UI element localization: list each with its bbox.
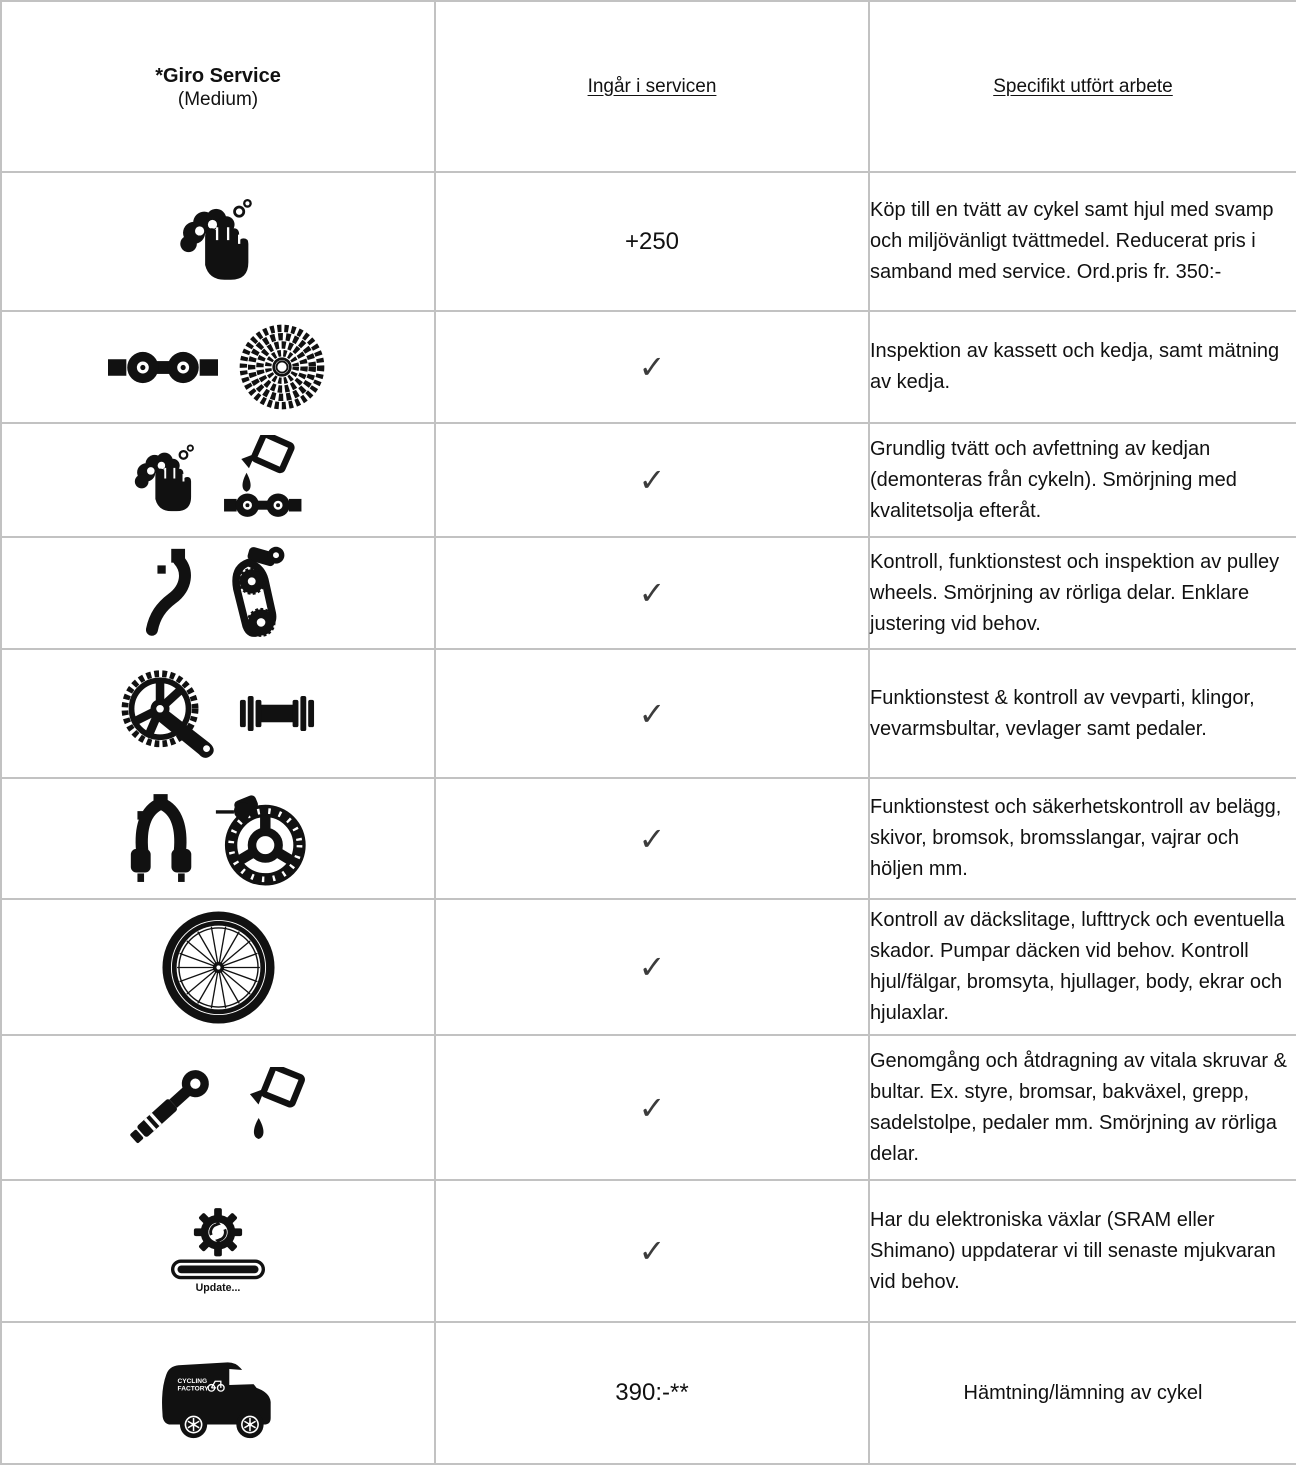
rear-derailleur-icon	[220, 544, 290, 642]
service-title: *Giro Service	[155, 64, 281, 87]
table-row	[1, 899, 1296, 1035]
checkmark: ✓	[638, 462, 666, 498]
bottom-bracket-icon	[238, 690, 316, 737]
table-row	[1, 172, 1296, 311]
table-row	[1, 423, 1296, 537]
delivery-van-icon	[152, 1338, 284, 1449]
checkmark: ✓	[638, 1089, 666, 1126]
checkmark: ✓	[638, 695, 666, 732]
work-description: Kontroll, funktionstest och inspektion av pulley wheels. Smörjning av rörliga delar. Enklare justering vid behov.	[870, 550, 1280, 635]
included-column-title: Ingår i servicen	[587, 75, 717, 97]
work-description: Köp till en tvätt av cykel samt hjul med svamp och miljövänligt tvättmedel. Reducerat pris i samband med service. Ord.pris fr. 350:-	[870, 199, 1274, 283]
work-description: Hämtning/lämning av cykel	[963, 1381, 1203, 1404]
crankset-icon	[120, 667, 220, 760]
checkmark: ✓	[638, 820, 666, 857]
wheel-icon	[162, 911, 275, 1024]
update-label: Update...	[195, 1281, 241, 1294]
checkmark: ✓	[638, 1233, 666, 1269]
price-value: 390:-**	[615, 1379, 689, 1406]
checkmark: ✓	[638, 575, 666, 611]
work-description: Inspektion av kassett och kedja, samt mätning av kedja.	[870, 340, 1280, 393]
checkmark: ✓	[638, 949, 666, 985]
price-value: +250	[624, 227, 680, 255]
work-description: Kontroll av däckslitage, lufttryck och eventuella skador. Pumpar däcken vid behov. Kontroll hjul/fälgar, bromsyta, hjullager, body, ekrar och hjulaxlar.	[870, 909, 1285, 1024]
header-row	[1, 1, 1296, 172]
table-row	[1, 537, 1296, 649]
van-logo-line2: FACTORY	[177, 1385, 209, 1393]
van-logo-line1: CYCLING	[177, 1377, 208, 1385]
chain-icon	[108, 340, 218, 395]
work-description: Grundlig tvätt och avfettning av kedjan (demonteras från cykeln). Smörjning med kvalitetsolja efteråt.	[870, 437, 1237, 522]
wash-icon	[128, 442, 204, 518]
table-row	[1, 1180, 1296, 1322]
table-row	[1, 311, 1296, 423]
oil-bottle-icon	[244, 1067, 308, 1149]
firmware-update-icon	[164, 1203, 272, 1300]
cassette-icon	[236, 321, 328, 413]
table-row	[1, 778, 1296, 899]
checkmark: ✓	[638, 349, 666, 385]
table-row	[1, 1035, 1296, 1180]
front-derailleur-icon	[146, 547, 202, 639]
chain-lube-icon	[222, 435, 308, 525]
disc-brake-icon	[214, 791, 309, 886]
work-description: Funktionstest & kontroll av vevparti, klingor, vevarmsbultar, vevlager samt pedaler.	[870, 686, 1255, 740]
service-subtitle: (Medium)	[177, 88, 259, 110]
torque-wrench-icon	[128, 1059, 226, 1157]
header-included	[435, 1, 869, 172]
work-column-title: Specifikt utfört arbete	[993, 75, 1173, 97]
bike-wash-icon	[172, 196, 264, 288]
header-service	[1, 1, 435, 172]
rim-brake-icon	[128, 792, 196, 885]
table-row	[1, 649, 1296, 778]
header-work	[869, 1, 1296, 172]
work-description: Funktionstest och säkerhetskontroll av belägg, skivor, bromsok, bromsslangar, vajrar och höljen mm.	[870, 796, 1282, 880]
work-description: Har du elektroniska växlar (SRAM eller Shimano) uppdaterar vi till senaste mjukvaran vid behov.	[870, 1208, 1276, 1293]
table-row	[1, 1322, 1296, 1464]
work-description: Genomgång och åtdragning av vitala skruvar & bultar. Ex. styre, bromsar, bakväxel, grepp, sadelstolpe, pedaler mm. Smörjning av rörliga delar.	[870, 1049, 1287, 1165]
